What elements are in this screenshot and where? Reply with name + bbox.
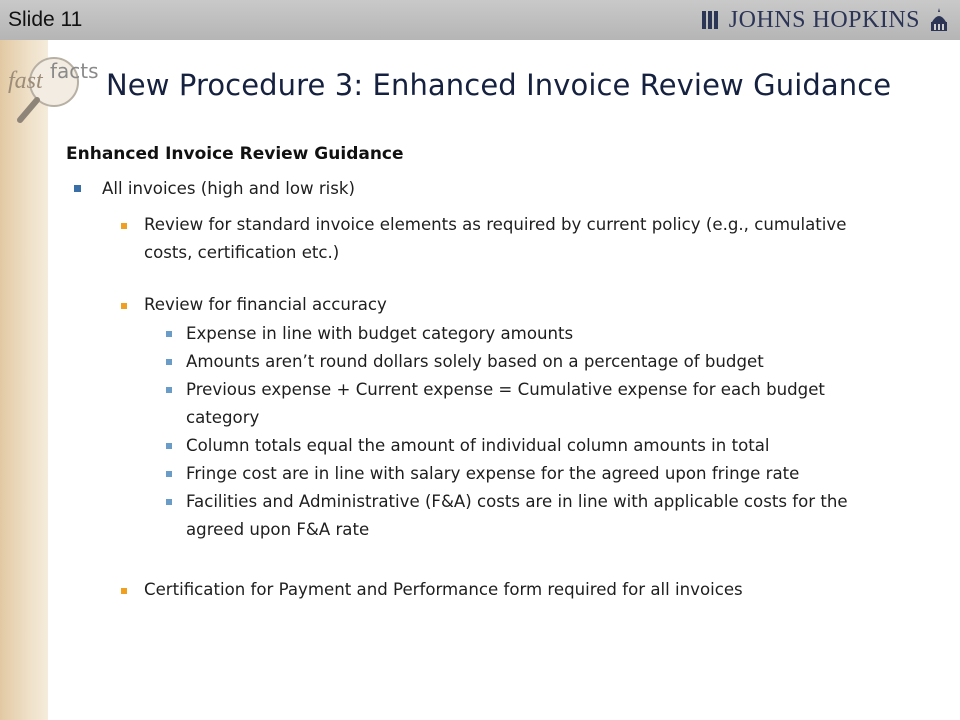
bullet-marker (166, 471, 172, 477)
list-item-sub: Fringe cost are in line with salary expense for the agreed upon fringe rate (186, 464, 800, 483)
list-item-financial-accuracy: Review for financial accuracy (144, 295, 387, 314)
badge-fast: fast (8, 68, 43, 94)
slide-title: New Procedure 3: Enhanced Invoice Review Guidance (106, 68, 892, 102)
bullet-marker (166, 387, 172, 393)
badge-facts: facts (50, 59, 99, 83)
bullet-marker (121, 223, 127, 229)
fast-facts-badge-icon (6, 46, 106, 126)
list-item-standard-elements: Review for standard invoice elements as required by current policy (e.g., cumulative costs, certification etc.) (144, 215, 847, 262)
bullet-marker (166, 443, 172, 449)
slide-number: Slide 11 (8, 8, 83, 31)
brand-logo (701, 4, 950, 36)
bullet-marker (121, 303, 127, 309)
crest-icon (701, 8, 721, 32)
dome-icon (928, 6, 950, 34)
bullet-marker (74, 185, 81, 192)
list-item-sub: Expense in line with budget category amounts (186, 324, 574, 343)
list-item-sub: Facilities and Administrative (F&A) costs are in line with applicable costs for the agreed upon F&A rate (186, 492, 848, 539)
bullet-marker (166, 499, 172, 505)
list-item-sub: Amounts aren’t round dollars solely based on a percentage of budget (186, 352, 764, 371)
list-item-sub: Column totals equal the amount of individual column amounts in total (186, 436, 770, 455)
list-item-certification: Certification for Payment and Performance form required for all invoices (144, 580, 743, 599)
section-heading: Enhanced Invoice Review Guidance (66, 144, 404, 164)
bullet-marker (121, 588, 127, 594)
bullet-marker (166, 359, 172, 365)
brand-name: JOHNS HOPKINS (728, 6, 920, 33)
list-item-all-invoices: All invoices (high and low risk) (102, 179, 355, 198)
bullet-marker (166, 331, 172, 337)
left-band (0, 40, 48, 720)
list-item-sub: Previous expense + Current expense = Cumulative expense for each budget category (186, 380, 825, 427)
